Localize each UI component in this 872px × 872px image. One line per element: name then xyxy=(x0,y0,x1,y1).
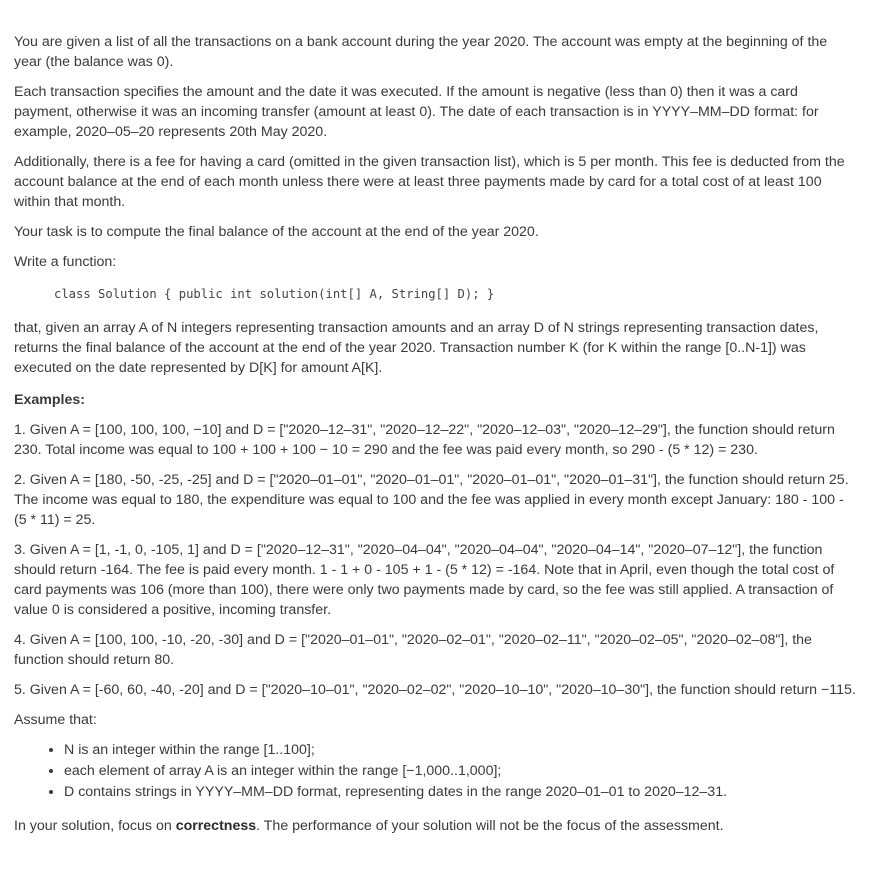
final-text-after: . The performance of your solution will not be the focus of the assessment. xyxy=(256,818,724,834)
function-description-paragraph: that, given an array A of N integers representing transaction amounts and an array D of N strings representing transaction dates, returns the final balance of the account at the end of the year 2020. Transaction number K (for K within the range [0..N-1]) was executed on the date represented by D[K] for amount A[K]. xyxy=(14,320,819,376)
examples-heading: Examples: xyxy=(14,392,85,408)
intro-paragraph: You are given a list of all the transactions on a bank account during the year 2020. The account was empty at the beginning of the year (the balance was 0). xyxy=(14,34,828,70)
transaction-paragraph: Each transaction specifies the amount and the date it was executed. If the amount is negative (less than 0) then it was a card payment, otherwise it was an incoming transfer (amount at least 0). The date of each transaction is in YYYY–MM–DD format: for example, 2020–05–20 represents 20th May 2020. xyxy=(14,84,819,140)
fee-paragraph: Additionally, there is a fee for having a card (omitted in the given transaction list), which is 5 per month. This fee is deducted from the account balance at the end of each month unless there were at least three payments made by card for a total cost of at least 100 within that month. xyxy=(14,154,845,210)
assumption-item: • each element of array A is an integer within the range [−1,000..1,000]; xyxy=(64,761,858,781)
example-2: 2. Given A = [180, -50, -25, -25] and D = ["2020–01–01", "2020–01–01", "2020–01–01", "2020–01–31"], the function should return 25. The income was equal to 180, the expenditure was equal to 100 and the fee was applied in every month except January: 180 - 100 - (5 * 11) = 25. xyxy=(14,472,849,528)
function-signature-code: class Solution { public int solution(int[] A, String[] D); } xyxy=(54,287,495,301)
final-text-before: In your solution, focus on xyxy=(14,818,176,834)
example-4: 4. Given A = [100, 100, -10, -20, -30] and D = ["2020–01–01", "2020–02–01", "2020–02–11", "2020–02–05", "2020–02–08"], the function should return 80. xyxy=(14,632,812,668)
assume-heading: Assume that: xyxy=(14,712,97,728)
write-function-paragraph: Write a function: xyxy=(14,254,117,270)
example-1: 1. Given A = [100, 100, 100, −10] and D = ["2020–12–31", "2020–12–22", "2020–12–03", "2020–12–29"], the function should return 230. Total income was equal to 100 + 100 + 100 − 10 = 290 and the fee was paid every month, so 290 - (5 * 12) = 230. xyxy=(14,422,835,458)
assumptions-list xyxy=(14,740,858,802)
task-paragraph: Your task is to compute the final balance of the account at the end of the year 2020. xyxy=(14,224,539,240)
example-3: 3. Given A = [1, -1, 0, -105, 1] and D = ["2020–12–31", "2020–04–04", "2020–04–04", "2020–04–14", "2020–07–12"], the function should return -164. The fee is paid every month. 1 - 1 + 0 - 105 + 1 - (5 * 12) = -164. Note that in April, even though the total cost of card payments was 106 (more than 100), there were only two payments made by card, so the fee was still applied. A transaction of value 0 is considered a positive, incoming transfer. xyxy=(14,542,835,618)
assumption-item: • D contains strings in YYYY–MM–DD format, representing dates in the range 2020–01–01 to 2020–12–31. xyxy=(64,782,858,802)
example-5: 5. Given A = [-60, 60, -40, -20] and D = ["2020–10–01", "2020–02–02", "2020–10–10", "2020–10–30"], the function should return −115. xyxy=(14,682,856,698)
assumption-item: • N is an integer within the range [1..100]; xyxy=(64,740,858,760)
final-text-bold: correctness xyxy=(175,818,257,834)
final-paragraph xyxy=(14,816,858,836)
